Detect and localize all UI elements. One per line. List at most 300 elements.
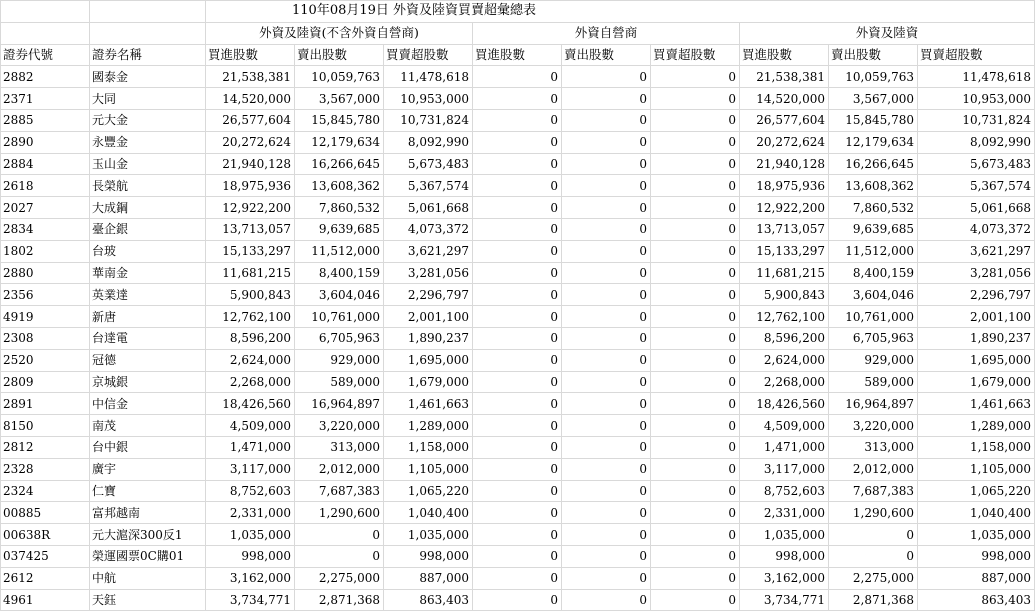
- value-cell[interactable]: 0: [562, 371, 651, 393]
- security-name-cell[interactable]: 榮運國票0C購01: [90, 545, 206, 567]
- value-cell[interactable]: 998,000: [206, 545, 295, 567]
- value-cell[interactable]: 16,964,897: [829, 393, 918, 415]
- table-row: [1, 306, 1035, 328]
- value-cell[interactable]: 12,762,100: [740, 306, 829, 328]
- value-cell[interactable]: 313,000: [829, 436, 918, 458]
- value-cell[interactable]: 0: [562, 349, 651, 371]
- value-cell[interactable]: 0: [473, 371, 562, 393]
- header-sell-shares-2[interactable]: 賣出股數: [562, 44, 651, 66]
- value-cell[interactable]: 0: [562, 197, 651, 219]
- value-cell[interactable]: 10,731,824: [918, 109, 1035, 131]
- value-cell[interactable]: 11,478,618: [384, 66, 473, 88]
- header-buy-shares-2[interactable]: 買進股數: [473, 44, 562, 66]
- value-cell[interactable]: 7,687,383: [829, 480, 918, 502]
- value-cell[interactable]: 0: [651, 262, 740, 284]
- group-header-foreign-total[interactable]: 外資及陸資: [740, 22, 1035, 44]
- security-name-cell[interactable]: 國泰金: [90, 66, 206, 88]
- value-cell[interactable]: 8,092,990: [918, 131, 1035, 153]
- value-cell[interactable]: 11,478,618: [918, 66, 1035, 88]
- value-cell[interactable]: 1,035,000: [206, 524, 295, 546]
- value-cell[interactable]: 0: [473, 218, 562, 240]
- value-cell[interactable]: 2,624,000: [740, 349, 829, 371]
- value-cell[interactable]: 21,940,128: [740, 153, 829, 175]
- header-net-shares-1[interactable]: 買賣超股數: [384, 44, 473, 66]
- group-header-foreign-dealers[interactable]: 外資自營商: [473, 22, 740, 44]
- value-cell[interactable]: 0: [295, 524, 384, 546]
- value-cell[interactable]: 0: [651, 567, 740, 589]
- header-buy-shares-3[interactable]: 買進股數: [740, 44, 829, 66]
- table-row: [1, 545, 1035, 567]
- value-cell[interactable]: 10,059,763: [295, 66, 384, 88]
- value-cell[interactable]: 4,073,372: [918, 218, 1035, 240]
- value-cell[interactable]: 5,367,574: [918, 175, 1035, 197]
- value-cell[interactable]: 5,367,574: [384, 175, 473, 197]
- value-cell[interactable]: 2,012,000: [829, 458, 918, 480]
- value-cell[interactable]: 12,762,100: [206, 306, 295, 328]
- value-cell[interactable]: 9,639,685: [829, 218, 918, 240]
- security-code-cell[interactable]: 4961: [1, 589, 90, 611]
- value-cell[interactable]: 8,596,200: [206, 327, 295, 349]
- value-cell[interactable]: 8,752,603: [206, 480, 295, 502]
- table-row: [1, 153, 1035, 175]
- value-cell[interactable]: 3,281,056: [918, 262, 1035, 284]
- value-cell[interactable]: 14,520,000: [740, 88, 829, 110]
- value-cell[interactable]: 1,679,000: [918, 371, 1035, 393]
- table-row: [1, 524, 1035, 546]
- value-cell[interactable]: 0: [651, 524, 740, 546]
- value-cell[interactable]: 8,752,603: [740, 480, 829, 502]
- security-name-cell[interactable]: 長榮航: [90, 175, 206, 197]
- value-cell[interactable]: 589,000: [829, 371, 918, 393]
- value-cell[interactable]: 0: [473, 197, 562, 219]
- value-cell[interactable]: 13,713,057: [740, 218, 829, 240]
- value-cell[interactable]: 0: [473, 436, 562, 458]
- value-cell[interactable]: 0: [651, 349, 740, 371]
- value-cell[interactable]: 0: [562, 109, 651, 131]
- value-cell[interactable]: 2,275,000: [829, 567, 918, 589]
- value-cell[interactable]: 8,400,159: [295, 262, 384, 284]
- value-cell[interactable]: 0: [562, 306, 651, 328]
- value-cell[interactable]: 21,940,128: [206, 153, 295, 175]
- value-cell[interactable]: 0: [473, 480, 562, 502]
- value-cell[interactable]: 0: [562, 567, 651, 589]
- security-name-cell[interactable]: 仁寶: [90, 480, 206, 502]
- value-cell[interactable]: 10,059,763: [829, 66, 918, 88]
- value-cell[interactable]: 0: [562, 284, 651, 306]
- security-name-cell[interactable]: 京城銀: [90, 371, 206, 393]
- header-sell-shares-1[interactable]: 賣出股數: [295, 44, 384, 66]
- value-cell[interactable]: 6,705,963: [829, 327, 918, 349]
- security-code-cell[interactable]: 00638R: [1, 524, 90, 546]
- value-cell[interactable]: 0: [651, 153, 740, 175]
- security-code-cell[interactable]: 2890: [1, 131, 90, 153]
- header-security-name[interactable]: 證券名稱: [90, 44, 206, 66]
- security-code-cell[interactable]: 2884: [1, 153, 90, 175]
- value-cell[interactable]: 3,621,297: [918, 240, 1035, 262]
- value-cell[interactable]: 16,266,645: [829, 153, 918, 175]
- value-cell[interactable]: 0: [295, 545, 384, 567]
- value-cell[interactable]: 15,133,297: [740, 240, 829, 262]
- value-cell[interactable]: 929,000: [295, 349, 384, 371]
- security-name-cell[interactable]: 大同: [90, 88, 206, 110]
- value-cell[interactable]: 3,734,771: [206, 589, 295, 611]
- security-name-cell[interactable]: 華南金: [90, 262, 206, 284]
- value-cell[interactable]: 3,281,056: [384, 262, 473, 284]
- value-cell[interactable]: 1,461,663: [384, 393, 473, 415]
- header-buy-shares-1[interactable]: 買進股數: [206, 44, 295, 66]
- value-cell[interactable]: 1,471,000: [740, 436, 829, 458]
- security-code-cell[interactable]: 2885: [1, 109, 90, 131]
- security-name-cell[interactable]: 元大滬深300反1: [90, 524, 206, 546]
- value-cell[interactable]: 0: [473, 131, 562, 153]
- value-cell[interactable]: 0: [473, 393, 562, 415]
- security-code-cell[interactable]: 8150: [1, 415, 90, 437]
- value-cell[interactable]: 12,922,200: [740, 197, 829, 219]
- value-cell[interactable]: 0: [651, 66, 740, 88]
- value-cell[interactable]: 1,035,000: [918, 524, 1035, 546]
- header-net-shares-2[interactable]: 買賣超股數: [651, 44, 740, 66]
- value-cell[interactable]: 0: [562, 393, 651, 415]
- value-cell[interactable]: 998,000: [918, 545, 1035, 567]
- value-cell[interactable]: 0: [473, 109, 562, 131]
- value-cell[interactable]: 1,035,000: [740, 524, 829, 546]
- value-cell[interactable]: 15,845,780: [829, 109, 918, 131]
- value-cell[interactable]: 2,268,000: [740, 371, 829, 393]
- value-cell[interactable]: 11,512,000: [295, 240, 384, 262]
- security-name-cell[interactable]: 台達電: [90, 327, 206, 349]
- value-cell[interactable]: 21,538,381: [740, 66, 829, 88]
- value-cell[interactable]: 0: [651, 175, 740, 197]
- value-cell[interactable]: 2,871,368: [829, 589, 918, 611]
- value-cell[interactable]: 4,073,372: [384, 218, 473, 240]
- value-cell[interactable]: 0: [651, 240, 740, 262]
- value-cell[interactable]: 0: [829, 545, 918, 567]
- value-cell[interactable]: 3,567,000: [295, 88, 384, 110]
- value-cell[interactable]: 0: [562, 218, 651, 240]
- security-name-cell[interactable]: 台中銀: [90, 436, 206, 458]
- value-cell[interactable]: 1,289,000: [918, 415, 1035, 437]
- value-cell[interactable]: 0: [473, 284, 562, 306]
- value-cell[interactable]: 3,162,000: [206, 567, 295, 589]
- value-cell[interactable]: 0: [473, 175, 562, 197]
- security-code-cell[interactable]: 2328: [1, 458, 90, 480]
- value-cell[interactable]: 21,538,381: [206, 66, 295, 88]
- value-cell[interactable]: 0: [473, 458, 562, 480]
- value-cell[interactable]: 0: [651, 480, 740, 502]
- security-name-cell[interactable]: 元大金: [90, 109, 206, 131]
- value-cell[interactable]: 887,000: [384, 567, 473, 589]
- value-cell[interactable]: 20,272,624: [206, 131, 295, 153]
- value-cell[interactable]: 0: [651, 197, 740, 219]
- value-cell[interactable]: 1,289,000: [384, 415, 473, 437]
- value-cell[interactable]: 7,687,383: [295, 480, 384, 502]
- value-cell[interactable]: 863,403: [918, 589, 1035, 611]
- value-cell[interactable]: 3,567,000: [829, 88, 918, 110]
- column-header-row: [1, 44, 1035, 66]
- security-name-cell[interactable]: 英業達: [90, 284, 206, 306]
- value-cell[interactable]: 1,158,000: [918, 436, 1035, 458]
- value-cell[interactable]: 5,061,668: [918, 197, 1035, 219]
- value-cell[interactable]: 0: [562, 262, 651, 284]
- value-cell[interactable]: 0: [651, 109, 740, 131]
- value-cell[interactable]: 2,001,100: [384, 306, 473, 328]
- header-security-code[interactable]: 證券代號: [1, 44, 90, 66]
- value-cell[interactable]: 2,871,368: [295, 589, 384, 611]
- value-cell[interactable]: 26,577,604: [206, 109, 295, 131]
- value-cell[interactable]: 1,065,220: [918, 480, 1035, 502]
- value-cell[interactable]: 1,035,000: [384, 524, 473, 546]
- value-cell[interactable]: 0: [473, 524, 562, 546]
- value-cell[interactable]: 0: [651, 415, 740, 437]
- security-code-cell[interactable]: 2618: [1, 175, 90, 197]
- table-row: [1, 88, 1035, 110]
- value-cell[interactable]: 0: [562, 327, 651, 349]
- security-code-cell[interactable]: 2520: [1, 349, 90, 371]
- value-cell[interactable]: 10,953,000: [918, 88, 1035, 110]
- value-cell[interactable]: 887,000: [918, 567, 1035, 589]
- report-title[interactable]: 110年08月19日 外資及陸資買賣超彙總表: [206, 1, 1035, 23]
- value-cell[interactable]: 0: [562, 436, 651, 458]
- value-cell[interactable]: 5,061,668: [384, 197, 473, 219]
- security-name-cell[interactable]: 廣宇: [90, 458, 206, 480]
- value-cell[interactable]: 10,761,000: [295, 306, 384, 328]
- value-cell[interactable]: 1,695,000: [384, 349, 473, 371]
- value-cell[interactable]: 1,065,220: [384, 480, 473, 502]
- value-cell[interactable]: 0: [562, 131, 651, 153]
- value-cell[interactable]: 0: [473, 567, 562, 589]
- table-row: [1, 480, 1035, 502]
- value-cell[interactable]: 13,608,362: [295, 175, 384, 197]
- value-cell[interactable]: 4,509,000: [206, 415, 295, 437]
- value-cell[interactable]: 929,000: [829, 349, 918, 371]
- security-code-cell[interactable]: 2308: [1, 327, 90, 349]
- table-row: [1, 327, 1035, 349]
- value-cell[interactable]: 0: [473, 502, 562, 524]
- value-cell[interactable]: 1,890,237: [918, 327, 1035, 349]
- value-cell[interactable]: 0: [651, 306, 740, 328]
- value-cell[interactable]: 0: [562, 545, 651, 567]
- header-net-shares-3[interactable]: 買賣超股數: [918, 44, 1035, 66]
- value-cell[interactable]: 1,040,400: [384, 502, 473, 524]
- security-code-cell[interactable]: 2882: [1, 66, 90, 88]
- value-cell[interactable]: 18,975,936: [206, 175, 295, 197]
- security-name-cell[interactable]: 南茂: [90, 415, 206, 437]
- table-row: [1, 458, 1035, 480]
- security-name-cell[interactable]: 臺企銀: [90, 218, 206, 240]
- value-cell[interactable]: 8,596,200: [740, 327, 829, 349]
- value-cell[interactable]: 0: [651, 458, 740, 480]
- value-cell[interactable]: 863,403: [384, 589, 473, 611]
- value-cell[interactable]: 0: [562, 589, 651, 611]
- value-cell[interactable]: 3,117,000: [206, 458, 295, 480]
- value-cell[interactable]: 14,520,000: [206, 88, 295, 110]
- value-cell[interactable]: 2,001,100: [918, 306, 1035, 328]
- security-name-cell[interactable]: 中航: [90, 567, 206, 589]
- value-cell[interactable]: 1,105,000: [918, 458, 1035, 480]
- value-cell[interactable]: 15,133,297: [206, 240, 295, 262]
- value-cell[interactable]: 0: [562, 153, 651, 175]
- value-cell[interactable]: 6,705,963: [295, 327, 384, 349]
- value-cell[interactable]: 10,761,000: [829, 306, 918, 328]
- security-code-cell[interactable]: 2027: [1, 197, 90, 219]
- value-cell[interactable]: 3,604,046: [295, 284, 384, 306]
- value-cell[interactable]: 1,290,600: [295, 502, 384, 524]
- value-cell[interactable]: 13,608,362: [829, 175, 918, 197]
- value-cell[interactable]: 9,639,685: [295, 218, 384, 240]
- value-cell[interactable]: 11,681,215: [206, 262, 295, 284]
- value-cell[interactable]: 0: [473, 88, 562, 110]
- value-cell[interactable]: 3,220,000: [829, 415, 918, 437]
- security-code-cell[interactable]: 1802: [1, 240, 90, 262]
- value-cell[interactable]: 20,272,624: [740, 131, 829, 153]
- value-cell[interactable]: 0: [562, 415, 651, 437]
- security-name-cell[interactable]: 冠德: [90, 349, 206, 371]
- value-cell[interactable]: 12,922,200: [206, 197, 295, 219]
- security-code-cell[interactable]: 2371: [1, 88, 90, 110]
- security-code-cell[interactable]: 2834: [1, 218, 90, 240]
- value-cell[interactable]: 2,296,797: [918, 284, 1035, 306]
- value-cell[interactable]: 1,290,600: [829, 502, 918, 524]
- value-cell[interactable]: 2,331,000: [206, 502, 295, 524]
- value-cell[interactable]: 0: [651, 589, 740, 611]
- value-cell[interactable]: 8,092,990: [384, 131, 473, 153]
- value-cell[interactable]: 0: [473, 589, 562, 611]
- value-cell[interactable]: 18,426,560: [740, 393, 829, 415]
- value-cell[interactable]: 0: [562, 502, 651, 524]
- value-cell[interactable]: 12,179,634: [295, 131, 384, 153]
- value-cell[interactable]: 0: [651, 502, 740, 524]
- value-cell[interactable]: 1,890,237: [384, 327, 473, 349]
- security-name-cell[interactable]: 天鈺: [90, 589, 206, 611]
- security-code-cell[interactable]: 2612: [1, 567, 90, 589]
- value-cell[interactable]: 3,621,297: [384, 240, 473, 262]
- value-cell[interactable]: 16,266,645: [295, 153, 384, 175]
- value-cell[interactable]: 0: [562, 480, 651, 502]
- value-cell[interactable]: 2,012,000: [295, 458, 384, 480]
- value-cell[interactable]: 0: [473, 415, 562, 437]
- value-cell[interactable]: 3,734,771: [740, 589, 829, 611]
- group-header-foreign-excl-dealers[interactable]: 外資及陸資(不含外資自營商): [206, 22, 473, 44]
- value-cell[interactable]: 0: [562, 524, 651, 546]
- value-cell[interactable]: 0: [473, 327, 562, 349]
- value-cell[interactable]: 18,426,560: [206, 393, 295, 415]
- value-cell[interactable]: 12,179,634: [829, 131, 918, 153]
- value-cell[interactable]: 1,471,000: [206, 436, 295, 458]
- security-name-cell[interactable]: 永豐金: [90, 131, 206, 153]
- value-cell[interactable]: 3,604,046: [829, 284, 918, 306]
- value-cell[interactable]: 0: [562, 66, 651, 88]
- security-code-cell[interactable]: 2809: [1, 371, 90, 393]
- value-cell[interactable]: 0: [651, 436, 740, 458]
- value-cell[interactable]: 0: [651, 371, 740, 393]
- security-code-cell[interactable]: 4919: [1, 306, 90, 328]
- value-cell[interactable]: 2,275,000: [295, 567, 384, 589]
- table-row: [1, 131, 1035, 153]
- security-name-cell[interactable]: 玉山金: [90, 153, 206, 175]
- value-cell[interactable]: 15,845,780: [295, 109, 384, 131]
- value-cell[interactable]: 0: [473, 153, 562, 175]
- value-cell[interactable]: 10,953,000: [384, 88, 473, 110]
- value-cell[interactable]: 0: [651, 131, 740, 153]
- value-cell[interactable]: 2,331,000: [740, 502, 829, 524]
- security-code-cell[interactable]: 2891: [1, 393, 90, 415]
- value-cell[interactable]: 1,679,000: [384, 371, 473, 393]
- value-cell[interactable]: 0: [473, 262, 562, 284]
- security-code-cell[interactable]: 00885: [1, 502, 90, 524]
- value-cell[interactable]: 0: [651, 393, 740, 415]
- value-cell[interactable]: 11,681,215: [740, 262, 829, 284]
- security-name-cell[interactable]: 台玻: [90, 240, 206, 262]
- value-cell[interactable]: 313,000: [295, 436, 384, 458]
- value-cell[interactable]: 10,731,824: [384, 109, 473, 131]
- value-cell[interactable]: 0: [562, 240, 651, 262]
- value-cell[interactable]: 8,400,159: [829, 262, 918, 284]
- value-cell[interactable]: 0: [562, 175, 651, 197]
- value-cell[interactable]: 5,673,483: [918, 153, 1035, 175]
- value-cell[interactable]: 0: [651, 545, 740, 567]
- security-code-cell[interactable]: 037425: [1, 545, 90, 567]
- security-name-cell[interactable]: 新唐: [90, 306, 206, 328]
- security-code-cell[interactable]: 2324: [1, 480, 90, 502]
- value-cell[interactable]: 1,040,400: [918, 502, 1035, 524]
- value-cell[interactable]: 0: [473, 240, 562, 262]
- value-cell[interactable]: 0: [562, 458, 651, 480]
- value-cell[interactable]: 4,509,000: [740, 415, 829, 437]
- value-cell[interactable]: 0: [651, 284, 740, 306]
- value-cell[interactable]: 998,000: [740, 545, 829, 567]
- value-cell[interactable]: 0: [651, 327, 740, 349]
- value-cell[interactable]: 998,000: [384, 545, 473, 567]
- value-cell[interactable]: 1,695,000: [918, 349, 1035, 371]
- value-cell[interactable]: 3,162,000: [740, 567, 829, 589]
- value-cell[interactable]: 1,105,000: [384, 458, 473, 480]
- security-name-cell[interactable]: 富邦越南: [90, 502, 206, 524]
- value-cell[interactable]: 5,900,843: [206, 284, 295, 306]
- value-cell[interactable]: 0: [473, 66, 562, 88]
- value-cell[interactable]: 16,964,897: [295, 393, 384, 415]
- value-cell[interactable]: 3,220,000: [295, 415, 384, 437]
- value-cell[interactable]: 5,900,843: [740, 284, 829, 306]
- value-cell[interactable]: 2,268,000: [206, 371, 295, 393]
- security-name-cell[interactable]: 中信金: [90, 393, 206, 415]
- value-cell[interactable]: 7,860,532: [829, 197, 918, 219]
- security-code-cell[interactable]: 2356: [1, 284, 90, 306]
- value-cell[interactable]: 13,713,057: [206, 218, 295, 240]
- value-cell[interactable]: 7,860,532: [295, 197, 384, 219]
- value-cell[interactable]: 0: [562, 88, 651, 110]
- value-cell[interactable]: 589,000: [295, 371, 384, 393]
- value-cell[interactable]: 11,512,000: [829, 240, 918, 262]
- value-cell[interactable]: 5,673,483: [384, 153, 473, 175]
- value-cell[interactable]: 0: [651, 218, 740, 240]
- security-code-cell[interactable]: 2880: [1, 262, 90, 284]
- value-cell[interactable]: 3,117,000: [740, 458, 829, 480]
- value-cell[interactable]: 0: [651, 88, 740, 110]
- value-cell[interactable]: 0: [473, 349, 562, 371]
- value-cell[interactable]: 0: [473, 306, 562, 328]
- value-cell[interactable]: 0: [473, 545, 562, 567]
- value-cell[interactable]: 1,461,663: [918, 393, 1035, 415]
- header-sell-shares-3[interactable]: 賣出股數: [829, 44, 918, 66]
- value-cell[interactable]: 2,296,797: [384, 284, 473, 306]
- security-code-cell[interactable]: 2812: [1, 436, 90, 458]
- value-cell[interactable]: 26,577,604: [740, 109, 829, 131]
- security-name-cell[interactable]: 大成鋼: [90, 197, 206, 219]
- value-cell[interactable]: 2,624,000: [206, 349, 295, 371]
- value-cell[interactable]: 1,158,000: [384, 436, 473, 458]
- value-cell[interactable]: 18,975,936: [740, 175, 829, 197]
- value-cell[interactable]: 0: [829, 524, 918, 546]
